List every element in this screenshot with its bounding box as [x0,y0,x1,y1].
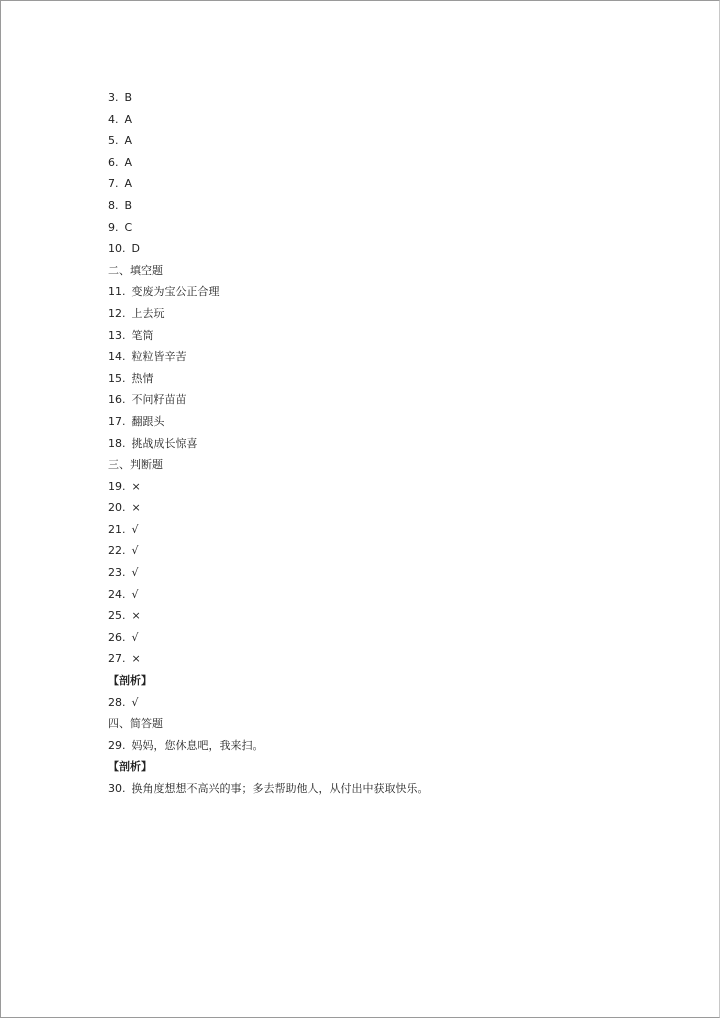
answer-line-6 [108,152,668,174]
answer-value: 上去玩 [131,306,165,320]
answer-value: A [124,155,133,169]
answer-line-10 [108,238,668,260]
answer-value: × [131,501,141,515]
answer-value: 妈妈，您休息吧，我来扫。 [131,738,264,752]
answer-line-18 [108,433,668,455]
answer-value: 粒粒皆辛苦 [131,350,187,364]
answer-value: √ [131,695,139,709]
answer-line-15 [108,368,668,390]
answer-number: 16. [108,393,126,407]
answer-line-5 [108,130,668,152]
answer-value: √ [131,630,139,644]
answer-value: 笔筒 [131,328,154,342]
answer-value: 热情 [131,371,154,385]
answer-line-22 [108,540,668,562]
answer-number: 19. [108,479,126,493]
answer-number: 27. [108,652,126,666]
answer-line-17 [108,411,668,433]
answer-number: 12. [108,306,126,320]
section-heading-true-false: 三、判断题 [108,458,163,472]
answer-number: 20. [108,501,126,515]
answer-number: 11. [108,285,126,299]
answer-number: 14. [108,350,126,364]
answer-value: B [124,91,133,104]
answer-number: 8. [108,198,119,212]
answer-number: 18. [108,436,126,450]
analysis-label: 【剖析】 [108,760,152,774]
answer-value: 挑战成长惊喜 [131,436,198,450]
answer-line-21 [108,519,668,541]
answer-value: √ [131,587,139,601]
answer-number: 22. [108,544,126,558]
answer-line-7 [108,173,668,195]
answer-value: √ [131,544,139,558]
answer-value: 不问籽苗苗 [131,393,187,407]
answer-line-16 [108,389,668,411]
answer-value: × [131,609,141,623]
answer-value: D [131,242,140,256]
answer-number: 10. [108,242,126,256]
answer-value: √ [131,566,139,580]
answer-value: × [131,479,141,493]
answer-number: 25. [108,609,126,623]
answer-line-13 [108,325,668,347]
answer-key-content [108,87,668,800]
analysis-label: 【剖析】 [108,674,152,688]
answer-line-30 [108,778,668,800]
answer-line-12 [108,303,668,325]
answer-line-28 [108,692,668,714]
answer-number: 24. [108,587,126,601]
answer-line-11 [108,281,668,303]
answer-number: 17. [108,414,126,428]
answer-number: 4. [108,112,119,126]
answer-line-25 [108,605,668,627]
answer-number: 28. [108,695,126,709]
answer-value: C [124,220,133,234]
answer-value: A [124,134,133,148]
answer-number: 21. [108,522,126,536]
answer-line-20 [108,497,668,519]
answer-number: 26. [108,630,126,644]
answer-line-27 [108,648,668,670]
answer-line-4 [108,109,668,131]
answer-value: 变废为宝公正合理 [131,285,220,299]
answer-line-23 [108,562,668,584]
answer-value: 换角度想想不高兴的事；多去帮助他人，从付出中获取快乐。 [131,782,429,795]
answer-number: 6. [108,155,119,169]
answer-number: 7. [108,177,119,191]
answer-number: 15. [108,371,126,385]
answer-line-19 [108,476,668,498]
answer-number: 5. [108,134,119,148]
answer-value: B [124,198,133,212]
section-heading-short-answer: 四、简答题 [108,717,163,731]
answer-value: A [124,177,133,191]
section-heading-fill-in: 二、填空题 [108,263,163,277]
answer-line-14 [108,346,668,368]
answer-value: √ [131,522,139,536]
answer-value: A [124,112,133,126]
answer-number: 29. [108,738,126,752]
answer-line-26 [108,627,668,649]
answer-value: 翻跟头 [131,414,165,428]
answer-number: 3. [108,91,119,104]
answer-line-8 [108,195,668,217]
answer-line-24 [108,584,668,606]
answer-value: × [131,652,141,666]
answer-line-3 [108,87,668,109]
answer-line-29 [108,735,668,757]
answer-number: 23. [108,566,126,580]
answer-line-9 [108,217,668,239]
answer-number: 30. [108,782,126,795]
answer-number: 9. [108,220,119,234]
answer-number: 13. [108,328,126,342]
